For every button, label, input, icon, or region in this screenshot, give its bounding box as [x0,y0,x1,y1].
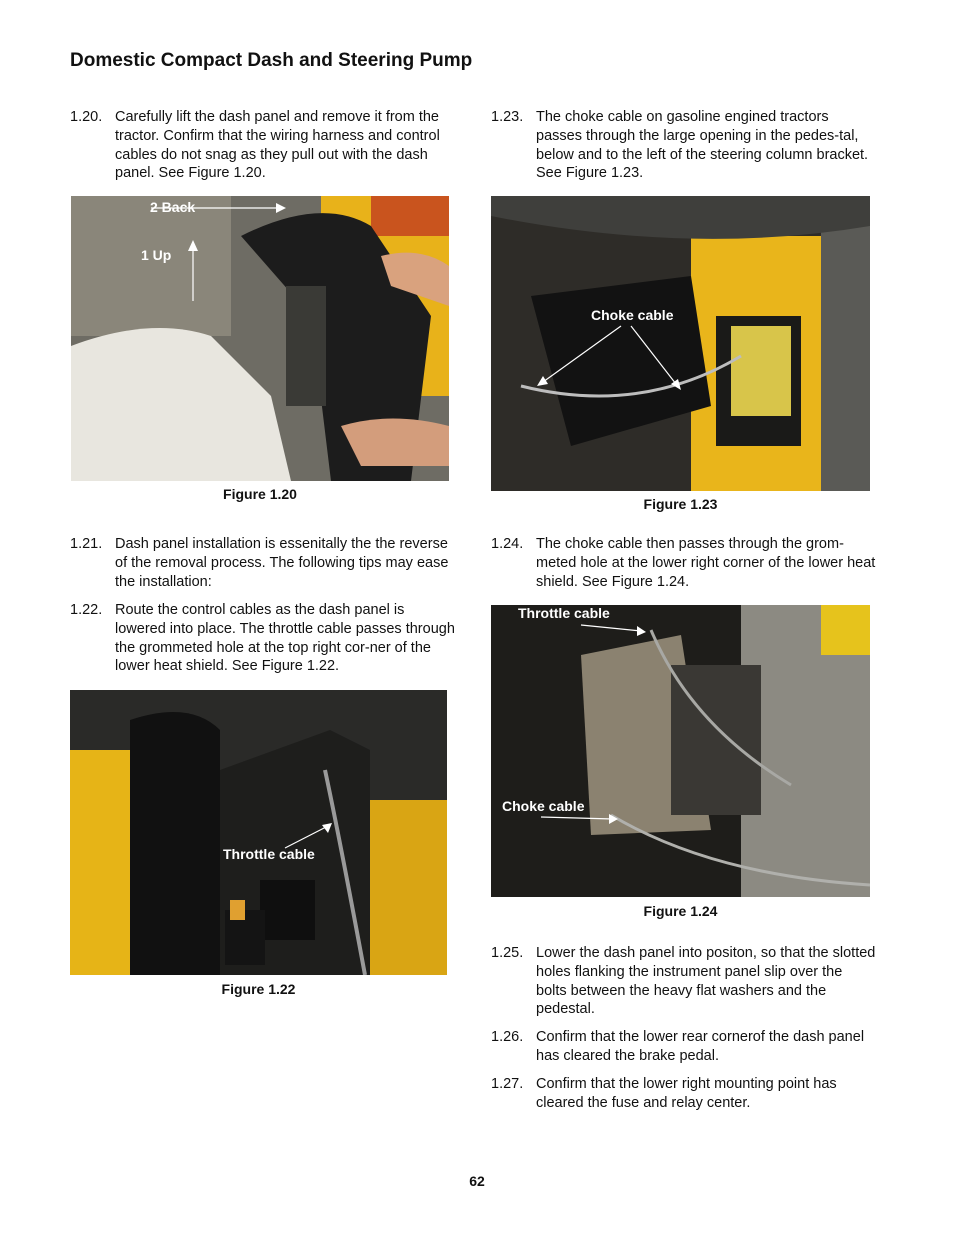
step-number: 1.20. [70,109,103,125]
step-text: Route the control cables as the dash panel is lowered into place. The throttle cable passes through the grommeted hole at the top right cor-ner of the lower heat shield. See Figure 1.22. [115,602,455,675]
figure-1-20-caption: Figure 1.20 [223,486,297,502]
figure-1-23-photo [491,196,870,491]
step-text: Confirm that the lower right mounting point has cleared the fuse and relay center. [536,1076,837,1111]
figure-1-24-photo [491,605,870,897]
label-1-up: 1 Up [141,247,172,263]
page-number: 62 [469,1173,485,1189]
step-text: Confirm that the lower rear cornerof the dash panel has cleared the brake pedal. [536,1029,865,1064]
figure-1-23-caption: Figure 1.23 [643,496,718,512]
label-choke-cable: Choke cable [591,307,674,323]
step-number: 1.25. [491,945,524,961]
step-number: 1.24. [491,536,524,552]
step-text: The choke cable on gasoline engined tractors passes through the large opening in the pedes-tal, below and to the left of the steering column bracket. See Figure 1.23. [536,109,869,182]
figure-1-24-caption: Figure 1.24 [643,903,718,919]
step-number: 1.26. [491,1029,524,1045]
label-2-back: 2 Back [150,199,196,215]
label-throttle-cable: Throttle cable [223,846,315,862]
label-choke-cable: Choke cable [502,798,585,814]
step-text: Carefully lift the dash panel and remove it from the tractor. Confirm that the wiring harness and control cables do not snag as they pull out with the dash panel. See Figure 1.20. [115,109,440,182]
step-number: 1.22. [70,602,103,618]
figure-1-22-photo [70,690,447,975]
figure-1-22-caption: Figure 1.22 [221,981,296,997]
step-text: The choke cable then passes through the grom-meted hole at the lower right corner of the lower heat shield. See Figure 1.24. [536,536,876,590]
step-text: Dash panel installation is essenitally the the reverse of the removal process. The following tips may ease the installation: [115,536,449,590]
step-number: 1.23. [491,109,524,125]
step-text: Lower the dash panel into positon, so that the slotted holes flanking the instrument panel slip over the bolts between the heavy flat washers and the pedestal. [536,945,876,1018]
page-title: Domestic Compact Dash and Steering Pump [70,50,473,71]
figure-1-20-photo [71,196,449,481]
label-throttle-cable: Throttle cable [518,605,610,621]
step-number: 1.27. [491,1076,524,1092]
step-number: 1.21. [70,536,103,552]
